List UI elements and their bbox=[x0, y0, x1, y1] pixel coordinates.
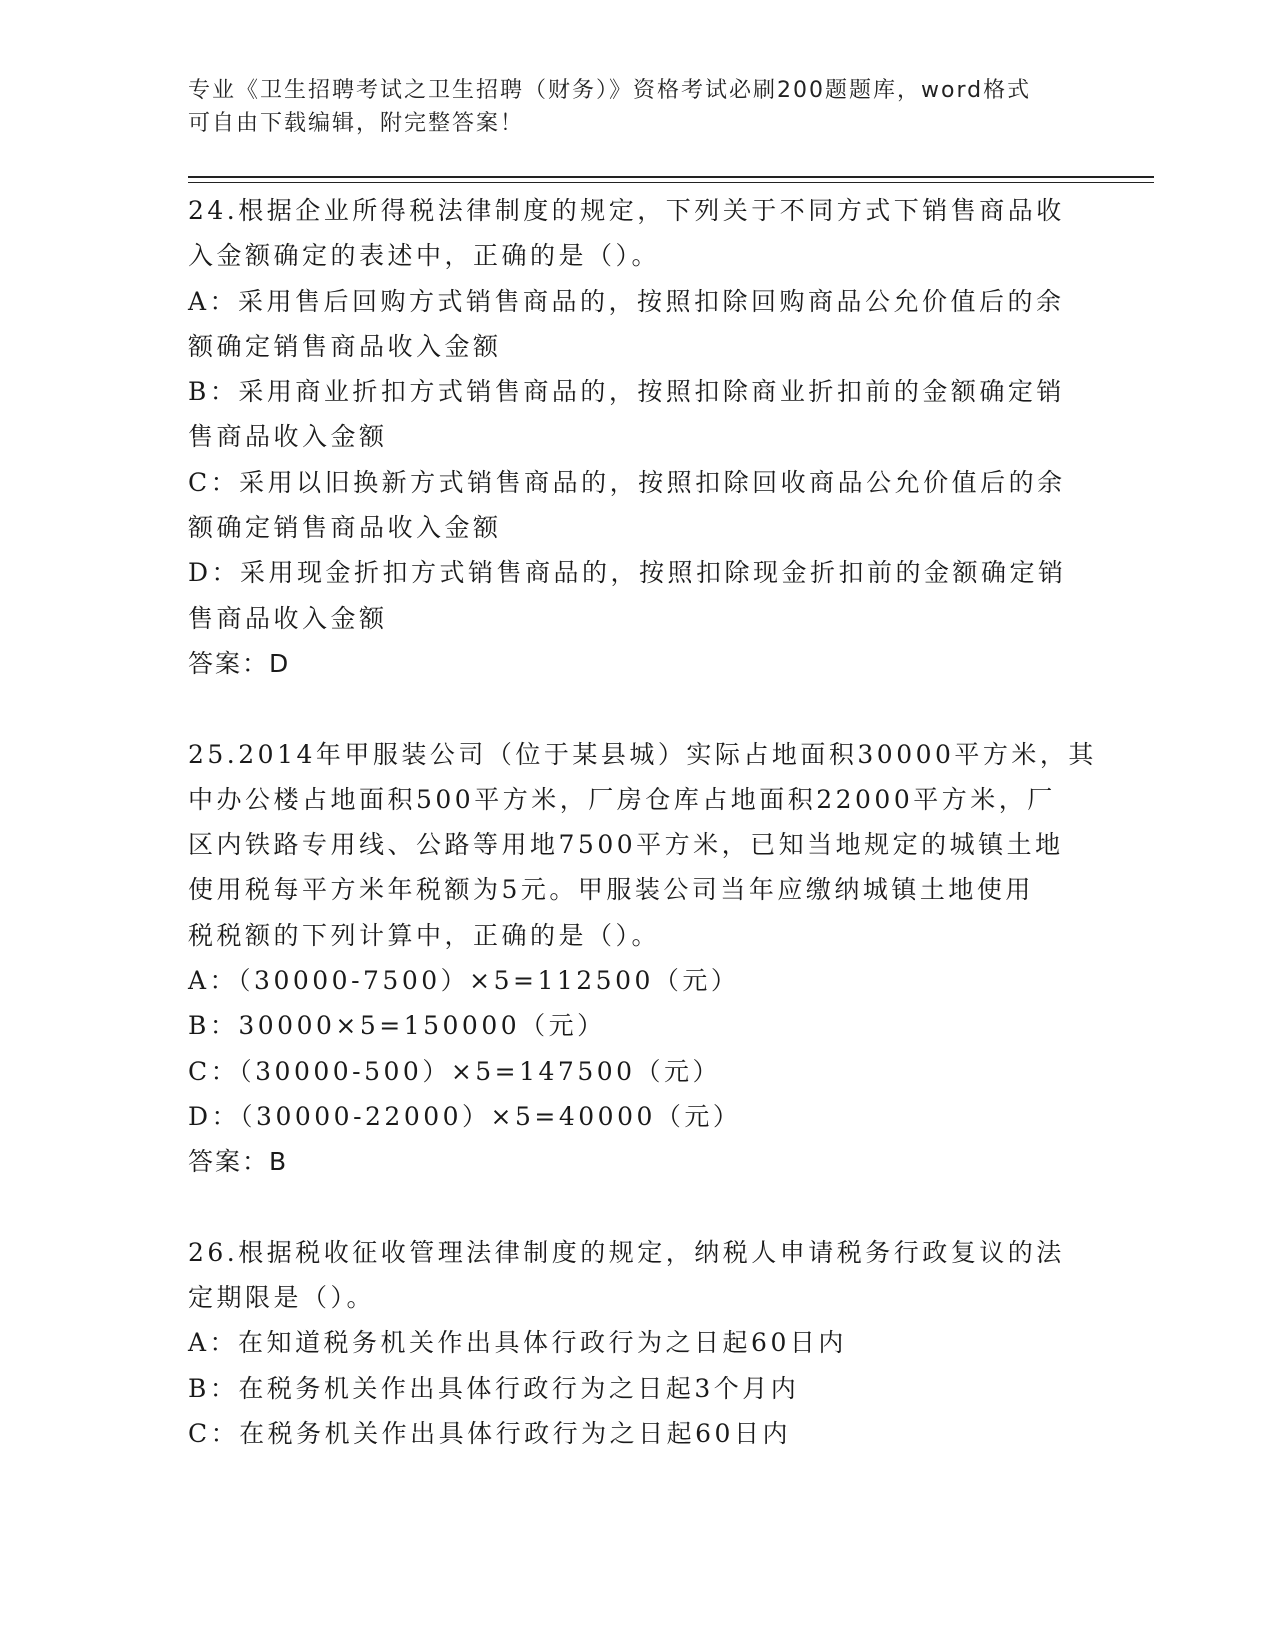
option-c-line: C：采用以旧换新方式销售商品的，按照扣除回收商品公允价值后的余 bbox=[188, 467, 1066, 497]
answer-line: 答案：B bbox=[188, 1147, 289, 1177]
option-d-line: 售商品收入金额 bbox=[188, 603, 388, 633]
question-list bbox=[188, 188, 1097, 1456]
question-stem-line: 26.根据税收征收管理法律制度的规定，纳税人申请税务行政复议的法 bbox=[188, 1237, 1065, 1267]
question-stem-line: 使用税每平方米年税额为5元。甲服装公司当年应缴纳城镇土地使用 bbox=[188, 875, 1034, 905]
option-d-line: D：（30000-22000）×5=40000（元） bbox=[188, 1101, 742, 1131]
question-stem-line: 入金额确定的表述中，正确的是（）。 bbox=[188, 241, 661, 271]
question-stem-line: 25.2014年甲服装公司（位于某县城）实际占地面积30000平方米，其 bbox=[188, 739, 1097, 769]
option-a-line: A：在知道税务机关作出具体行政行为之日起60日内 bbox=[188, 1328, 847, 1358]
option-b-line: B：在税务机关作出具体行政行为之日起3个月内 bbox=[188, 1373, 800, 1403]
header-divider-thin bbox=[188, 182, 1154, 183]
header-divider-thick bbox=[188, 176, 1154, 178]
option-a-line: A：（30000-7500）×5=112500（元） bbox=[188, 966, 740, 996]
question-stem-line: 区内铁路专用线、公路等用地7500平方米，已知当地规定的城镇土地 bbox=[188, 830, 1064, 860]
header-line-1: 专业《卫生招聘考试之卫生招聘（财务）》资格考试必刷200题题库，word格式 bbox=[188, 78, 1032, 103]
question-stem-line: 税税额的下列计算中，正确的是（）。 bbox=[188, 920, 661, 950]
option-b-line: 售商品收入金额 bbox=[188, 422, 388, 452]
answer-line: 答案：D bbox=[188, 648, 291, 678]
question-stem-line: 中办公楼占地面积500平方米，厂房仓库占地面积22000平方米，厂 bbox=[188, 784, 1056, 814]
question-spacer bbox=[188, 1185, 1088, 1230]
question-26 bbox=[188, 1230, 1088, 1456]
option-b-line: B：采用商业折扣方式销售商品的，按照扣除商业折扣前的金额确定销 bbox=[188, 377, 1065, 407]
option-c-line: C：（30000-500）×5=147500（元） bbox=[188, 1056, 722, 1086]
question-25 bbox=[188, 732, 1097, 1185]
option-c-line: 额确定销售商品收入金额 bbox=[188, 513, 502, 543]
header-line-2: 可自由下载编辑，附完整答案！ bbox=[188, 111, 525, 136]
question-24 bbox=[188, 188, 1088, 686]
option-a-line: A：采用售后回购方式销售商品的，按照扣除回购商品公允价值后的余 bbox=[188, 286, 1065, 316]
option-c-line: C：在税务机关作出具体行政行为之日起60日内 bbox=[188, 1419, 791, 1449]
question-spacer bbox=[188, 686, 1088, 731]
option-d-line: D：采用现金折扣方式销售商品的，按照扣除现金折扣前的金额确定销 bbox=[188, 558, 1067, 588]
question-stem-line: 24.根据企业所得税法律制度的规定，下列关于不同方式下销售商品收 bbox=[188, 196, 1065, 225]
option-b-line: B：30000×5=150000（元） bbox=[188, 1011, 606, 1041]
document-header bbox=[188, 74, 1068, 140]
question-stem-line: 定期限是（）。 bbox=[188, 1283, 376, 1313]
option-a-line: 额确定销售商品收入金额 bbox=[188, 331, 502, 361]
